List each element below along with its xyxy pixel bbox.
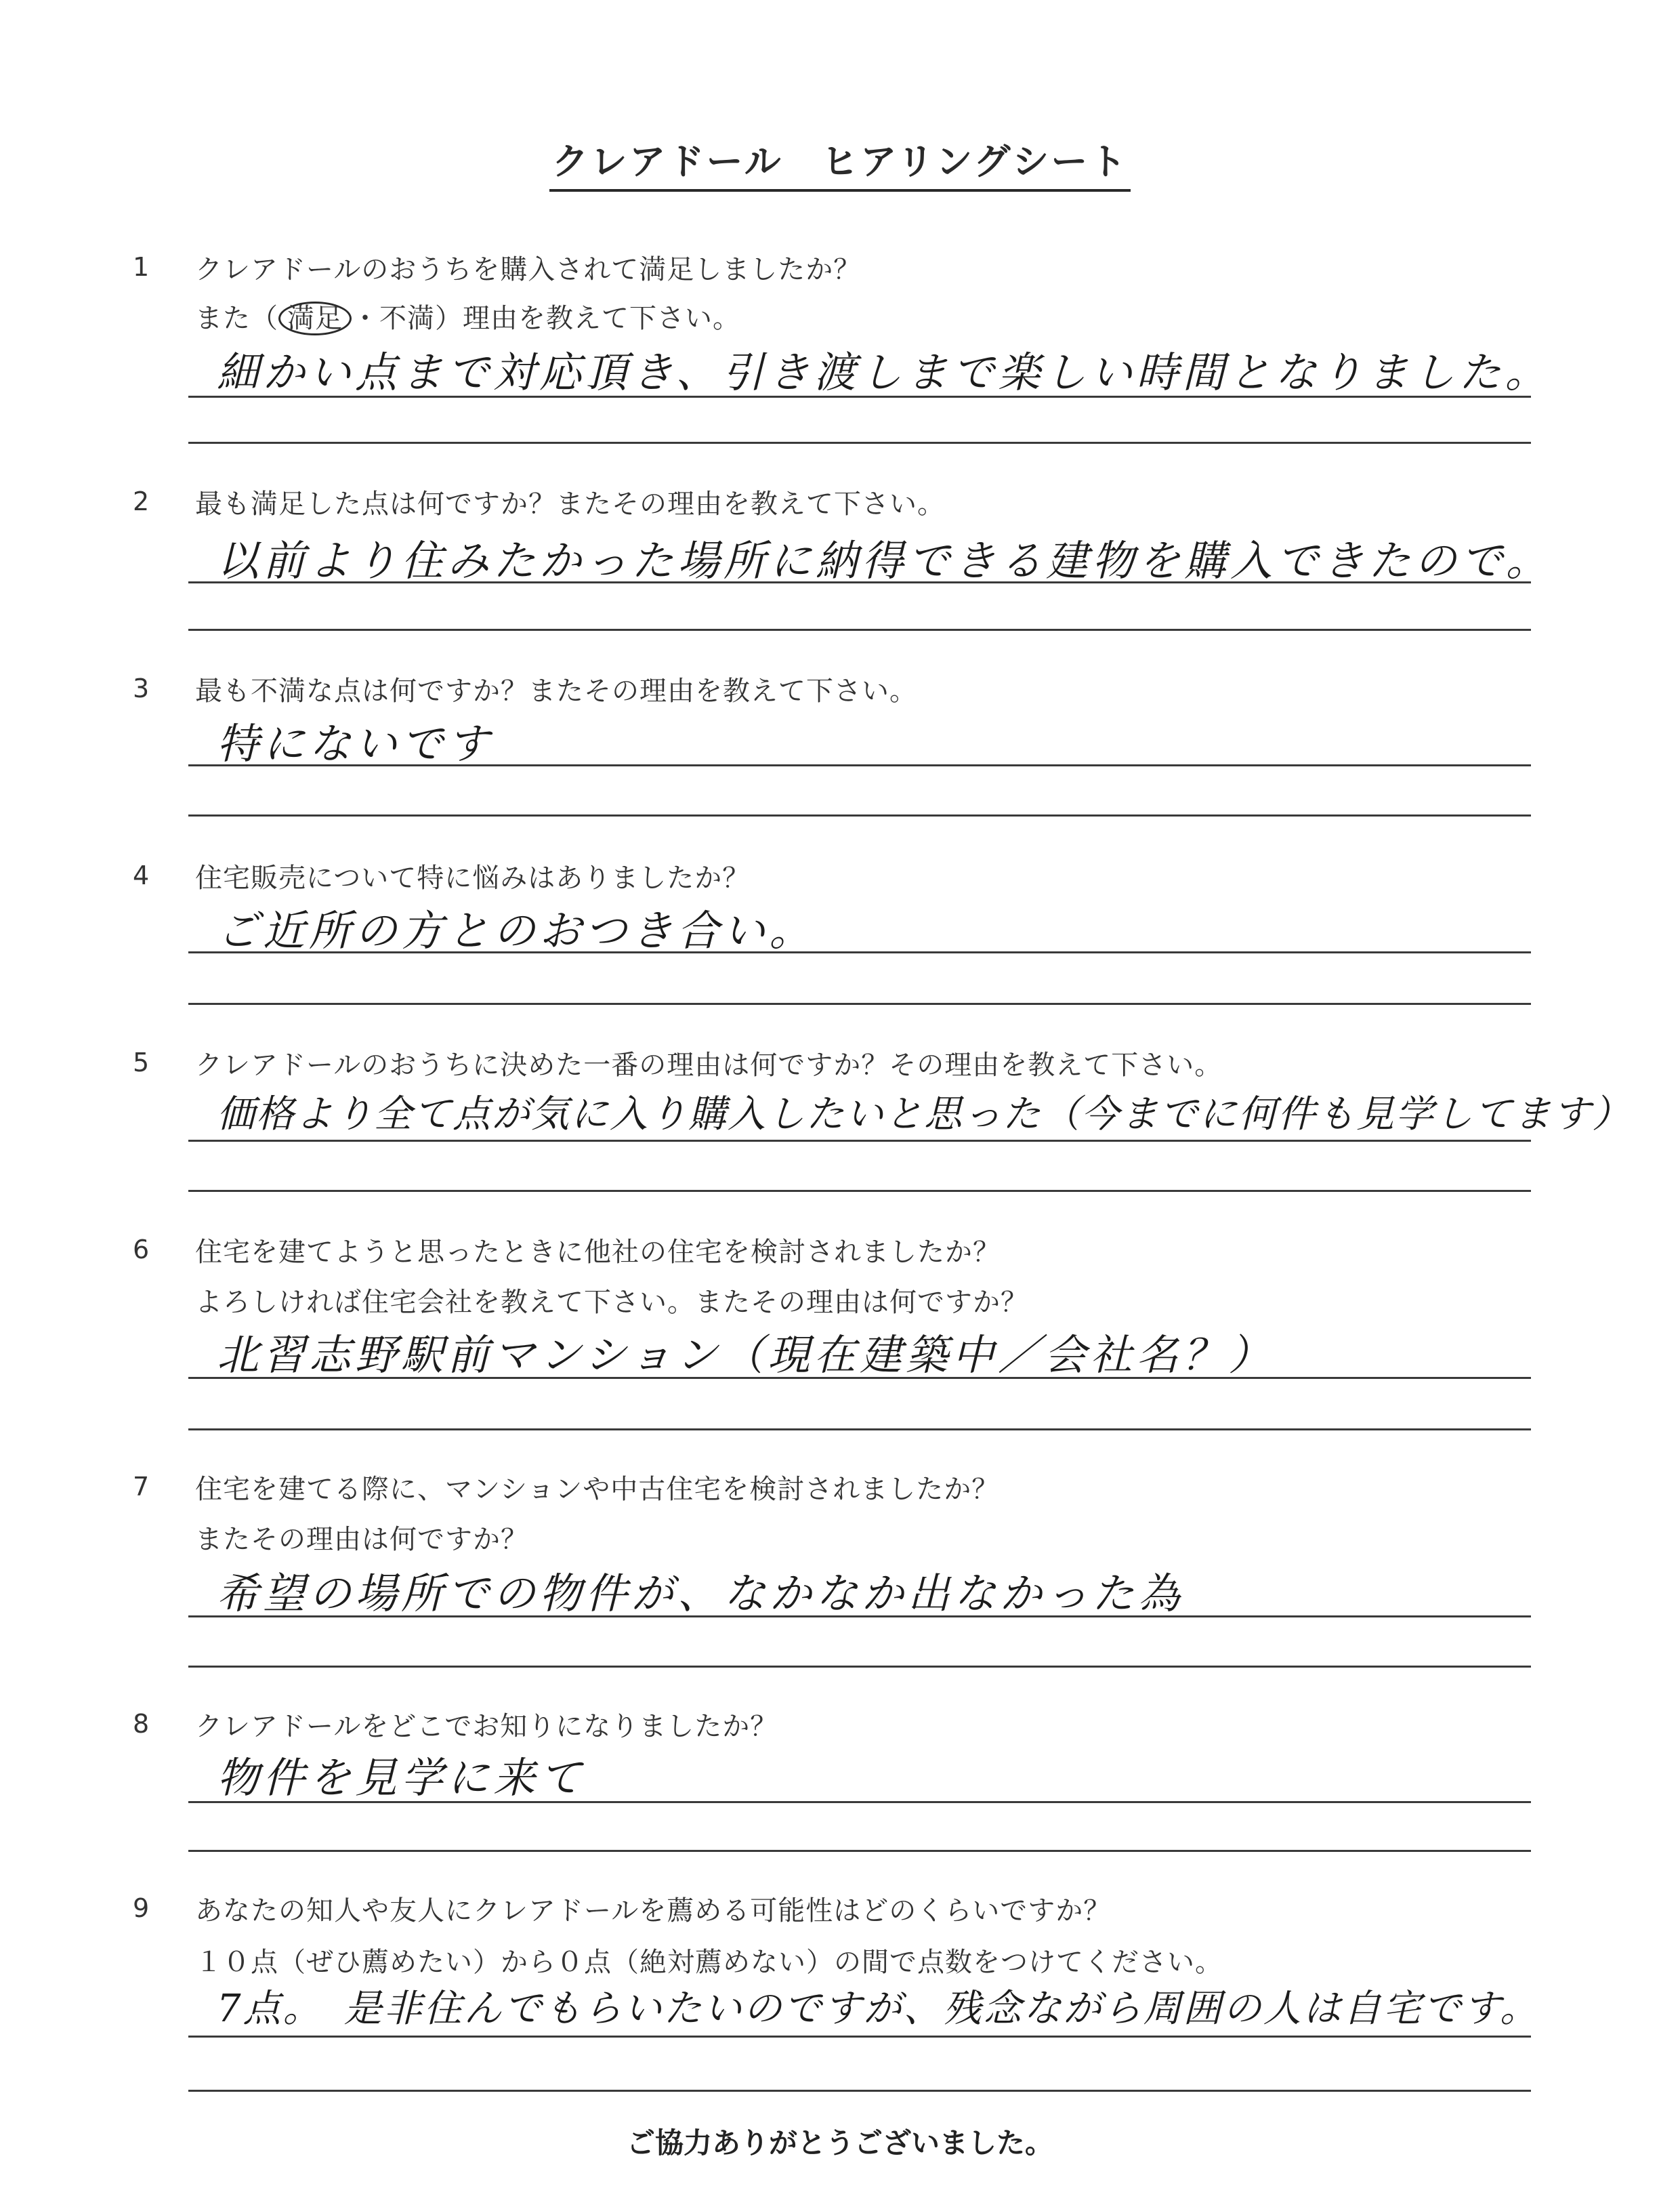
answer-8-rule-2 [188,1850,1531,1852]
answer-5-rule-2 [188,1190,1531,1192]
question-4-number: 4 [133,861,150,890]
answer-1-rule-1 [188,396,1531,398]
answer-9-rule-2 [188,2090,1531,2092]
question-5-text: クレアドールのおうちに決めた一番の理由は何ですか？その理由を教えて下さい。 [195,1050,1223,1081]
question-4-text: 住宅販売について特に悩みはありましたか？ [195,863,751,894]
question-7-number: 7 [133,1472,150,1502]
answer-4: ご近所の方とのおつき合い。 [217,906,816,955]
question-2-number: 2 [133,487,150,516]
closing-message: ご協力ありがとうございました。 [626,2126,1053,2160]
answer-7-rule-2 [188,1666,1531,1668]
question-8-text: クレアドールをどこでお知りになりましたか？ [195,1711,778,1742]
question-8-number: 8 [133,1709,150,1739]
question-7-text-line-1: 住宅を建てる際に、マンションや中古住宅を検討されましたか？ [195,1474,1000,1505]
answer-1: 細かい点まで対応頂き、引き渡しまで楽しい時間となりました。 [217,348,1551,397]
question-3-number: 3 [133,674,150,703]
option-satisfied-circled: 満足 [278,302,352,335]
question-1-number: 1 [133,252,150,282]
answer-2-rule-2 [188,629,1531,631]
sheet-title [0,133,1680,192]
question-1-text: クレアドールのおうちを購入されて満足しましたか？ [195,254,862,285]
answer-9: 7点。 是非住んでもらいたいのですが、残念ながら周囲の人は自宅です。 [217,1987,1540,2031]
answer-5-rule-1 [188,1140,1531,1142]
question-6-number: 6 [133,1235,150,1264]
question-1-sub-separator: ・ [352,303,379,334]
answer-6-rule-2 [188,1428,1531,1430]
answer-5: 価格より全て点が気に入り購入したいと思った（今までに何件も見学してます） [217,1092,1631,1136]
sheet-title-text: クレアドール ヒアリングシート [549,133,1131,192]
question-2-text: 最も満足した点は何ですか？またその理由を教えて下さい。 [195,489,945,520]
question-1-sub-prefix: また（ [195,303,278,334]
answer-6: 北習志野駅前マンション（現在建築中／会社名？） [217,1330,1275,1380]
question-9-text-line-2: １０点（ぜひ薦めたい）から０点（絶対薦めない）の間で点数をつけてください。 [195,1947,1223,1978]
question-6-text-line-1: 住宅を建てようと思ったときに他社の住宅を検討されましたか？ [195,1237,1001,1268]
question-7-text-line-2: またその理由は何ですか？ [195,1524,528,1555]
answer-4-rule-2 [188,1003,1531,1005]
question-9-text-line-1: あなたの知人や友人にクレアドールを薦める可能性はどのくらいですか？ [195,1895,1112,1926]
answer-2-rule-1 [188,581,1531,583]
question-1-subtext [195,297,740,335]
answer-7: 希望の場所での物件が、なかなか出なかった為 [217,1569,1185,1618]
answer-8-rule-1 [188,1801,1531,1803]
option-dissatisfied: 不満 [379,303,435,334]
answer-3-rule-2 [188,814,1531,817]
answer-9-rule-1 [188,2036,1531,2038]
question-9-number: 9 [133,1893,150,1923]
answer-1-rule-2 [188,442,1531,444]
answer-3: 特にないです [217,719,494,768]
answer-3-rule-1 [188,764,1531,766]
question-3-text: 最も不満な点は何ですか？またその理由を教えて下さい。 [195,676,917,707]
answer-4-rule-1 [188,951,1531,953]
answer-2: 以前より住みたかった場所に納得できる建物を購入できたので。 [217,536,1552,585]
answer-8: 物件を見学に来て [217,1753,586,1802]
question-6-text-line-2: よろしければ住宅会社を教えて下さい。またその理由は何ですか？ [195,1287,1028,1318]
answer-6-rule-1 [188,1377,1531,1379]
question-5-number: 5 [133,1048,150,1077]
answer-7-rule-1 [188,1615,1531,1617]
question-1-sub-suffix: ）理由を教えて下さい。 [435,303,740,334]
